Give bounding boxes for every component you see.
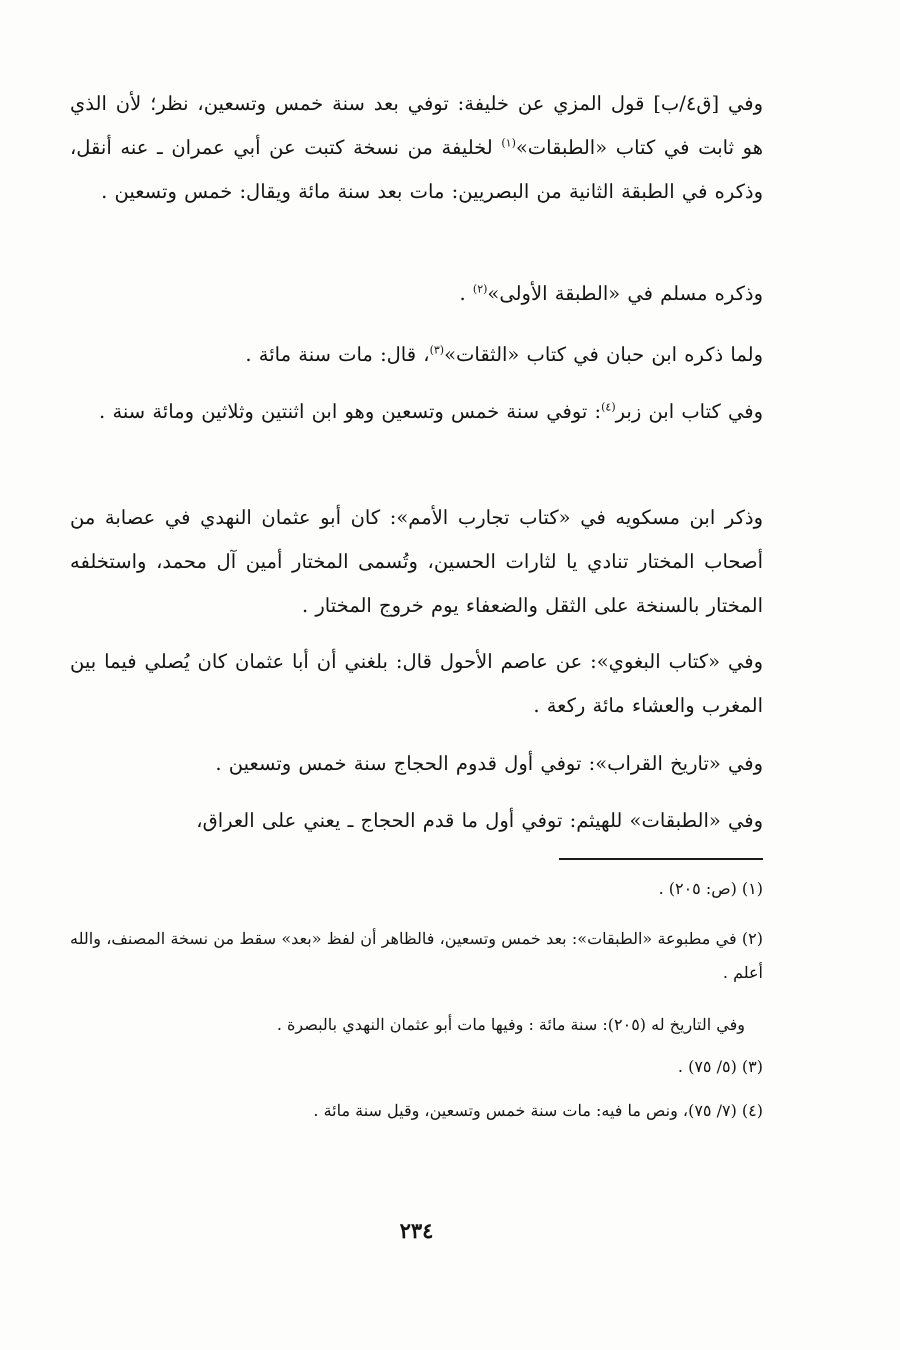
paragraph-5-text: وذكر ابن مسكويه في «كتاب تجارب الأمم»: كان أبو عثمان النهدي في عصابة من أصحاب المختار تنادي يا لثارات الحسين، وتُسمى المختار أمين آل محمد، واستخلفه المختار بالسنخة على الثقل والضعفاء يوم خروج المختار . (70, 506, 763, 617)
paragraph-3-text: ولما ذكره ابن حبان في كتاب «الثقات» (444, 343, 763, 366)
footnote-2: (٢) في مطبوعة «الطبقات»: بعد خمس وتسعين، فالظاهر أن لفظ «بعد» سقط من نسخة المصنف، والله أعلم . (70, 929, 763, 982)
book-page (70, 0, 763, 1350)
paragraph-7-text: وفي «تاريخ القراب»: توفي أول قدوم الحجاج سنة خمس وتسعين . (215, 752, 763, 775)
footnote-ref-4: (٤) (601, 400, 616, 414)
paragraph-6 (70, 640, 763, 728)
footnote-1: (١) (ص: ٢٠٥) . (658, 879, 763, 898)
footnote-3: (٣) (٥/ ٧٥) . (677, 1057, 763, 1076)
paragraph-8 (70, 799, 763, 843)
footnote-separator (559, 858, 763, 860)
paragraph-4-text: وفي كتاب ابن زبر (615, 400, 763, 423)
paragraph-1-text: وفي [ق٤/ب] قول المزي عن خليفة: توفي بعد سنة خمس وتسعين، نظر؛ لأن الذي هو ثابت في كتاب «الطبقات» (70, 92, 764, 159)
footnote-2-continuation: وفي التاريخ له (٢٠٥): سنة مائة : وفيها مات أبو عثمان النهدي بالبصرة . (276, 1015, 745, 1034)
paragraph-4 (70, 390, 763, 434)
paragraph-2 (70, 272, 763, 316)
paragraph-3 (70, 333, 763, 377)
footnote-ref-3: (٣) (429, 343, 445, 357)
footnote-4: (٤) (٧/ ٧٥)، ونص ما فيه: مات سنة خمس وتسعين، وقيل سنة مائة . (313, 1101, 763, 1120)
paragraph-1 (70, 82, 763, 214)
paragraph-4-text-cont: : توفي سنة خمس وتسعين وهو ابن اثنتين وثلاثين ومائة سنة . (99, 400, 602, 423)
paragraph-8-text: وفي «الطبقات» للهيثم: توفي أول ما قدم الحجاج ـ يعني على العراق، (196, 809, 763, 832)
paragraph-2-text: وذكره مسلم في «الطبقة الأولى» (487, 282, 763, 305)
footnote-ref-1: (١) (501, 136, 516, 150)
paragraph-3-text-cont: ، قال: مات سنة مائة . (245, 343, 430, 366)
paragraph-7 (70, 742, 763, 786)
paragraph-2-text-cont: . (459, 282, 473, 305)
page-number: ٢٣٤ (399, 1218, 434, 1243)
footnote-ref-2: (٢) (472, 282, 488, 296)
paragraph-5 (70, 496, 763, 628)
paragraph-6-text: وفي «كتاب البغوي»: عن عاصم الأحول قال: بلغني أن أبا عثمان كان يُصلي فيما بين المغرب والعشاء مائة ركعة . (70, 650, 763, 717)
paragraph-1-text-cont: لخليفة من نسخة كتبت عن أبي عمران ـ عنه أنقل، وذكره في الطبقة الثانية من البصريين: مات بعد سنة مائة ويقال: خمس وتسعين . (70, 136, 763, 203)
